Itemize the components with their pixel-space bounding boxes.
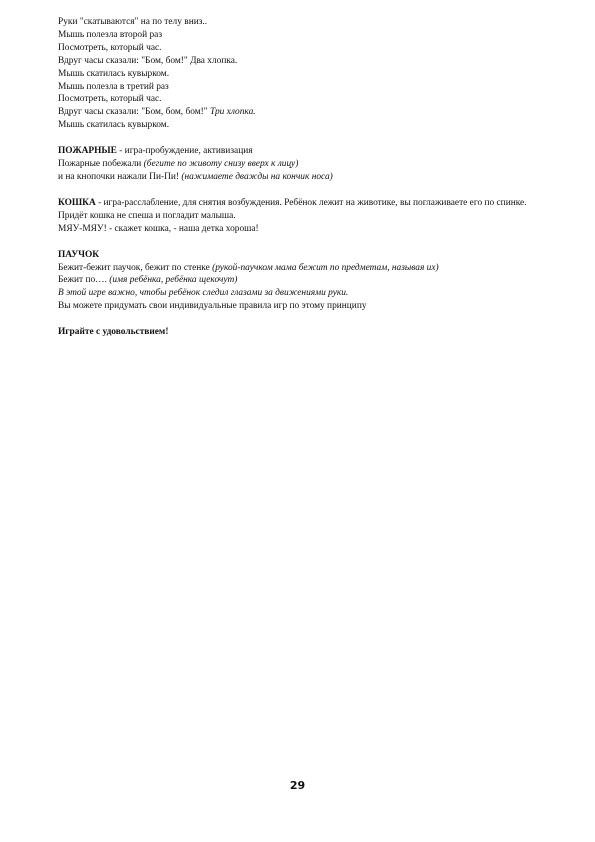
spider-game-instruction: (рукой-паучком мама бежит по предметам, называя их): [212, 262, 439, 273]
spider-game-note-text: В этой игре важно, чтобы ребёнок следил глазами за движениями руки.: [58, 288, 349, 299]
fire-game-text: и на кнопочки нажали Пи-Пи!: [58, 171, 182, 182]
poem-line: Руки "скатываются" на по телу вниз..: [58, 17, 208, 27]
fire-game-instruction: (бегите по животу снизу вверх к лицу): [143, 159, 299, 170]
cat-game-line: МЯУ-МЯУ! - скажет кошка, - наша детка хороша!: [58, 223, 259, 234]
spider-game-title-text: ПАУЧОК: [58, 249, 100, 260]
fire-game-text: Пожарные побежали: [58, 159, 144, 170]
poem-line: Мышь полезла в третий раз: [58, 81, 169, 92]
spider-game-line: [58, 274, 558, 287]
fire-game-instruction: (нажимаете дважды на кончик носа): [181, 171, 333, 182]
fire-game-title: ПОЖАРНЫЕ: [58, 146, 117, 157]
closing-text: Играйте с удовольствием!: [58, 327, 169, 338]
poem-line: [58, 106, 558, 119]
poem-line: Посмотреть, который час.: [58, 94, 162, 105]
spider-game-text: Бежит-бежит паучок, бежит по стенке: [58, 262, 213, 273]
poem-line-note: Три хлопка.: [209, 107, 256, 118]
poem-line: Мышь скатилась кувырком.: [58, 68, 170, 79]
fire-game-desc: - игра-пробуждение, активизация: [116, 146, 253, 157]
fire-game-line: [58, 158, 558, 171]
spider-game-text: Бежит по….: [58, 275, 110, 286]
page-content: [58, 16, 558, 339]
poem-line: Посмотреть, который час.: [58, 42, 162, 53]
cat-game-line: Придёт кошка не спеша и погладит малыша.: [58, 210, 236, 221]
fire-game-heading: [58, 145, 558, 158]
poem-line: Вдруг часы сказали: "Бом, бом!" Два хлопка.: [58, 55, 238, 66]
cat-game-desc: - игра-расслабление, для снятия возбуждения. Ребёнок лежит на животике, вы поглаживаете его по спинке.: [95, 197, 527, 208]
fire-game-line: [58, 171, 558, 184]
poem-line-text: Вдруг часы сказали: "Бом, бом, бом!": [58, 107, 210, 118]
spider-game-note: [58, 287, 558, 300]
spider-game-line: [58, 262, 558, 275]
poem-line: Мышь скатилась кувырком.: [58, 120, 170, 131]
closing-line: [58, 326, 558, 339]
spider-game-line: Вы можете придумать свои индивидуальные правила игр по этому принципу: [58, 301, 367, 312]
poem-line: Мышь полезла второй раз: [58, 29, 163, 40]
page-number: 29: [289, 779, 306, 792]
spider-game-title: [58, 249, 558, 262]
cat-game-title: КОШКА: [58, 197, 96, 208]
cat-game-heading: [58, 197, 558, 210]
spider-game-instruction: (имя ребёнка, ребёнка щекочут): [109, 275, 238, 286]
